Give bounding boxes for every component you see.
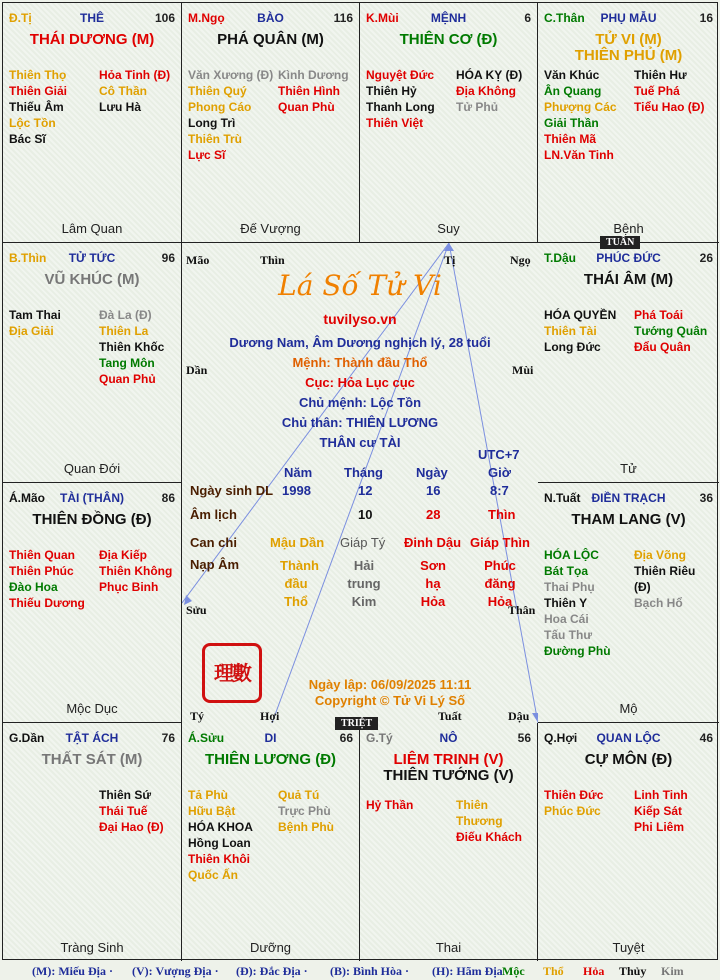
major-star-2: THIÊN PHỦ (M) bbox=[574, 47, 683, 64]
nap-am-hour bbox=[482, 557, 518, 611]
created-date: Ngày lập: 06/09/2025 11:11 bbox=[308, 677, 472, 692]
house-header bbox=[544, 11, 713, 27]
minor-star: Thiên Khôi bbox=[188, 852, 250, 866]
major-star: LIÊM TRINH (V) bbox=[393, 751, 504, 768]
minor-star: Thiên Phúc bbox=[9, 564, 74, 578]
legend-thuy: Thủy bbox=[619, 964, 647, 978]
minor-star: Kiếp Sát bbox=[634, 804, 683, 818]
chu-menh-text: Chủ mệnh: Lộc Tồn bbox=[298, 395, 422, 410]
house-than[interactable] bbox=[538, 3, 719, 243]
life-stage: Bệnh bbox=[613, 221, 644, 236]
corner-than: Thân bbox=[508, 603, 536, 617]
house-header bbox=[544, 731, 713, 747]
dl-hour: 8:7 bbox=[490, 483, 509, 498]
house-header bbox=[188, 731, 353, 747]
major-star: VŨ KHÚC (M) bbox=[44, 271, 140, 288]
dl-day: 16 bbox=[426, 483, 441, 498]
minor-star: HÓA KHOA bbox=[188, 820, 253, 834]
minor-star: Thiên La bbox=[99, 324, 149, 338]
house-header bbox=[544, 251, 713, 267]
minor-star: Phong Cáo bbox=[188, 100, 252, 114]
dl-month: 12 bbox=[358, 483, 373, 498]
minor-star: Giải Thần bbox=[544, 116, 599, 130]
minor-star: Hỷ Thần bbox=[366, 798, 414, 812]
life-stage: Đế Vượng bbox=[240, 221, 301, 236]
minor-star: Lưu Hà bbox=[99, 100, 142, 114]
cuc-text: Cục: Hỏa Lục cục bbox=[305, 375, 415, 390]
house-age: 36 bbox=[699, 491, 713, 505]
house-header bbox=[188, 11, 353, 27]
minor-star: Tấu Thư bbox=[544, 628, 593, 642]
house-ty[interactable] bbox=[3, 3, 182, 243]
minor-star: Đà La (Đ) bbox=[99, 308, 152, 322]
legend-v: (V): Vượng Địa · bbox=[132, 964, 219, 978]
minor-star: Tướng Quân bbox=[634, 324, 708, 338]
nap-am-month-3: Kim bbox=[351, 594, 377, 609]
minor-star: Địa Kiếp bbox=[99, 548, 148, 562]
minor-star: Lực Sĩ bbox=[188, 148, 226, 162]
house-palace: TỬ TỨC bbox=[68, 251, 116, 265]
corner-ti: Tị bbox=[444, 253, 456, 267]
house-tuat[interactable] bbox=[538, 483, 719, 723]
house-palace: TẬT ÁCH bbox=[65, 731, 119, 745]
major-star-2: THIÊN TƯỚNG (V) bbox=[383, 767, 514, 784]
minor-star: Bệnh Phù bbox=[278, 820, 334, 834]
minor-star: Điếu Khách bbox=[456, 830, 523, 844]
minor-star: HÓA KỴ (Đ) bbox=[456, 68, 523, 82]
legend-hoa: Hỏa bbox=[583, 964, 605, 978]
corner-dau: Dậu bbox=[508, 709, 530, 723]
minor-star: Thiên Không bbox=[99, 564, 173, 578]
minor-star: Long Trì bbox=[188, 116, 236, 130]
life-stage: Tuyệt bbox=[612, 940, 645, 955]
legend-d: (Đ): Đắc Địa · bbox=[236, 964, 308, 978]
summary-text: Dương Nam, Âm Dương nghịch lý, 28 tuổi bbox=[229, 335, 491, 350]
house-palace: PHÚC ĐỨC bbox=[596, 251, 661, 265]
minor-stars-left bbox=[9, 67, 67, 147]
life-stage: Thai bbox=[435, 940, 462, 955]
minor-stars-right bbox=[278, 787, 334, 835]
can-chi-label: Can chi bbox=[190, 535, 237, 550]
house-age: 16 bbox=[699, 11, 713, 25]
minor-star: Thiên Thọ bbox=[9, 68, 67, 82]
nap-am-month-2: trung bbox=[347, 576, 381, 591]
major-star: PHÁ QUÂN (M) bbox=[217, 31, 324, 48]
minor-star: Thiên Quý bbox=[188, 84, 247, 98]
minor-star: HÓA LỘC bbox=[544, 548, 599, 562]
legend-h: (H): Hãm Địa bbox=[432, 964, 503, 978]
major-star: TỬ VI (M) bbox=[595, 31, 662, 48]
al-month: 10 bbox=[358, 507, 373, 522]
minor-stars-right bbox=[99, 67, 170, 115]
house-header bbox=[366, 11, 531, 27]
corner-tuat: Tuất bbox=[438, 709, 462, 723]
minor-stars-left bbox=[188, 67, 273, 163]
header-year: Năm bbox=[284, 465, 313, 480]
legend-kim: Kim bbox=[661, 964, 684, 978]
life-stage: Mộ bbox=[619, 701, 638, 716]
minor-star: Đường Phù bbox=[544, 644, 611, 658]
nap-am-year-2: đầu bbox=[284, 576, 308, 591]
dl-year: 1998 bbox=[282, 483, 311, 498]
header-month: Tháng bbox=[344, 465, 383, 480]
legend-b: (B): Bình Hòa · bbox=[330, 964, 410, 978]
minor-star: Bát Tọa bbox=[544, 564, 589, 578]
house-palace: NÔ bbox=[439, 731, 458, 745]
menh-text: Mệnh: Thành đầu Thổ bbox=[292, 355, 428, 370]
house-palace: TÀI (THÂN) bbox=[60, 491, 124, 505]
house-suu[interactable] bbox=[182, 723, 360, 961]
minor-star: Cô Thần bbox=[99, 84, 147, 98]
corner-mui: Mùi bbox=[512, 363, 534, 377]
house-palace: PHỤ MẪU bbox=[600, 11, 657, 25]
house-mui[interactable] bbox=[360, 3, 538, 243]
minor-star: Hoa Cái bbox=[544, 612, 589, 626]
minor-star: Thiên Quan bbox=[9, 548, 75, 562]
can-chi-month: Giáp Tý bbox=[340, 535, 386, 550]
minor-stars-left bbox=[544, 547, 611, 659]
al-day: 28 bbox=[426, 507, 441, 522]
nap-am-year-1: Thành bbox=[280, 558, 319, 573]
dl-label: Ngày sinh DL bbox=[190, 483, 274, 498]
minor-stars-right bbox=[634, 67, 704, 115]
minor-star: Trực Phù bbox=[278, 804, 331, 818]
al-label: Âm lịch bbox=[190, 507, 237, 522]
corner-ty: Tý bbox=[190, 709, 205, 723]
nap-am-day-1: Sơn bbox=[420, 558, 446, 573]
legend-m: (M): Miếu Địa · bbox=[32, 964, 113, 978]
legend bbox=[0, 962, 720, 980]
chu-than-text: Chủ thân: THIÊN LƯƠNG bbox=[281, 415, 439, 430]
minor-star: Phượng Các bbox=[544, 100, 617, 114]
house-header bbox=[366, 731, 531, 747]
house-branch: Á.Sửu bbox=[188, 731, 225, 745]
minor-star: Thiên Sứ bbox=[99, 788, 152, 802]
minor-star: Văn Khúc bbox=[544, 68, 600, 82]
minor-star: Tuế Phá bbox=[634, 84, 680, 98]
house-palace: ĐIỀN TRẠCH bbox=[591, 491, 666, 505]
house-branch: C.Thân bbox=[544, 11, 585, 25]
minor-star: Thiếu Dương bbox=[9, 596, 85, 610]
minor-star: Thiên Tài bbox=[544, 324, 597, 338]
major-star: CỰ MÔN (Đ) bbox=[584, 751, 673, 768]
minor-star: Đào Hoa bbox=[9, 580, 58, 594]
copyright: Copyright © Tử Vi Lý Số bbox=[314, 693, 466, 708]
minor-star: Kình Dương bbox=[278, 68, 349, 82]
nap-am-hour-2: đăng bbox=[484, 576, 516, 591]
site-name[interactable]: tuvilyso.vn bbox=[323, 311, 397, 327]
nap-am-year bbox=[280, 557, 319, 611]
corner-dan: Dần bbox=[186, 363, 208, 377]
minor-stars-left bbox=[9, 547, 85, 611]
nap-am-hour-1: Phúc bbox=[484, 558, 516, 573]
legend-moc: Mộc bbox=[502, 964, 525, 978]
minor-star: Bác Sĩ bbox=[9, 132, 46, 146]
minor-star: Thiên Y bbox=[544, 596, 588, 610]
nap-am-label: Nạp Âm bbox=[190, 557, 240, 572]
minor-stars-right bbox=[456, 797, 533, 845]
minor-stars-left bbox=[544, 307, 616, 355]
minor-star: Thiên Riêu (Đ) bbox=[634, 564, 696, 594]
house-branch: K.Mùi bbox=[366, 11, 399, 25]
minor-star: Văn Xương (Đ) bbox=[188, 68, 274, 82]
utc-label: UTC+7 bbox=[478, 447, 520, 462]
can-chi-hour: Giáp Thìn bbox=[470, 535, 530, 550]
arrow-dau-icon bbox=[532, 713, 538, 721]
house-age: 26 bbox=[699, 251, 713, 265]
minor-stars-left bbox=[366, 67, 435, 131]
minor-stars-right bbox=[634, 787, 688, 835]
house-age: 106 bbox=[154, 11, 175, 25]
minor-star: Phục Binh bbox=[99, 580, 159, 594]
minor-star: Thái Tuế bbox=[99, 804, 148, 818]
house-palace: BÀO bbox=[257, 11, 284, 25]
house-branch: N.Tuất bbox=[544, 491, 581, 505]
nap-am-month-1: Hải bbox=[353, 558, 375, 573]
major-star: THIÊN CƠ (Đ) bbox=[399, 31, 498, 48]
minor-stars-right bbox=[634, 307, 707, 355]
life-stage: Suy bbox=[437, 221, 460, 236]
minor-star: Thiên Hình bbox=[278, 84, 340, 98]
corner-thin: Thìn bbox=[260, 253, 285, 267]
house-branch: Á.Mão bbox=[9, 491, 45, 505]
legend-tho: Thổ bbox=[543, 964, 564, 978]
minor-star: Phúc Đức bbox=[544, 804, 601, 818]
life-stage: Tràng Sinh bbox=[60, 940, 124, 955]
can-chi-year: Mậu Dần bbox=[270, 535, 325, 550]
house-header bbox=[9, 731, 175, 747]
corner-suu: Sửu bbox=[186, 603, 207, 617]
minor-star: Quốc Ấn bbox=[188, 868, 238, 882]
house-age: 46 bbox=[699, 731, 713, 745]
minor-star: LN.Văn Tinh bbox=[544, 148, 614, 162]
minor-star: Quan Phù bbox=[278, 100, 335, 114]
house-palace: THÊ bbox=[80, 11, 104, 25]
minor-star: Hồng Loan bbox=[188, 836, 251, 850]
life-stage: Tử bbox=[620, 461, 637, 476]
nap-am-hour-3: Hỏa bbox=[487, 594, 513, 609]
minor-star: Đại Hao (Đ) bbox=[99, 820, 164, 834]
life-stage: Lâm Quan bbox=[61, 221, 123, 236]
house-age: 6 bbox=[524, 11, 531, 25]
house-hoi[interactable] bbox=[538, 723, 719, 961]
minor-star: Lộc Tồn bbox=[9, 116, 56, 130]
minor-star: Tang Môn bbox=[99, 356, 155, 370]
house-dau[interactable] bbox=[538, 243, 719, 483]
house-branch: B.Thìn bbox=[9, 251, 47, 265]
minor-stars-right bbox=[99, 787, 164, 835]
major-star: THÁI ÂM (M) bbox=[583, 271, 674, 288]
house-age: 66 bbox=[339, 731, 353, 745]
minor-stars-left bbox=[188, 787, 253, 883]
house-header bbox=[9, 11, 175, 27]
minor-star: Thiên Trù bbox=[188, 132, 242, 146]
nap-am-day bbox=[418, 557, 448, 611]
minor-star: Bạch Hổ bbox=[634, 596, 683, 610]
minor-star: Thiên Khốc bbox=[99, 340, 165, 354]
minor-star: Đẩu Quân bbox=[634, 340, 691, 354]
minor-stars-left bbox=[366, 797, 413, 813]
minor-star: Địa Không bbox=[456, 84, 516, 98]
minor-star: Thiên Việt bbox=[366, 116, 424, 130]
minor-star: Ân Quang bbox=[544, 84, 602, 98]
seal-stamp-icon: 理數 bbox=[202, 643, 262, 703]
house-thin[interactable] bbox=[3, 243, 182, 483]
house-branch: Q.Hợi bbox=[544, 731, 578, 745]
minor-stars-left bbox=[544, 67, 617, 163]
minor-star: Thiên Giải bbox=[9, 84, 68, 98]
nap-am-day-3: Hỏa bbox=[420, 594, 446, 609]
minor-star: Nguyệt Đức bbox=[366, 68, 435, 82]
house-branch: M.Ngọ bbox=[188, 11, 225, 25]
life-stage: Quan Đới bbox=[63, 461, 121, 476]
house-header bbox=[544, 491, 713, 507]
minor-stars-right bbox=[278, 67, 349, 115]
minor-stars-right bbox=[456, 67, 522, 115]
corner-hoi: Hợi bbox=[260, 709, 280, 723]
can-chi-day: Đinh Dậu bbox=[404, 535, 462, 550]
house-palace: DI bbox=[264, 731, 277, 745]
minor-star: Địa Võng bbox=[634, 548, 687, 562]
house-mao[interactable] bbox=[3, 483, 182, 723]
header-hour: Giờ bbox=[488, 465, 511, 480]
minor-star: Thiên Mã bbox=[544, 132, 597, 146]
house-branch: G.Dần bbox=[9, 731, 45, 745]
than-cu-text: THÂN cư TÀI bbox=[319, 435, 401, 450]
major-star: THAM LANG (V) bbox=[571, 511, 686, 528]
nap-am-day-2: hạ bbox=[425, 576, 441, 591]
al-hour: Thìn bbox=[488, 507, 516, 522]
minor-star: Phi Liêm bbox=[634, 820, 685, 834]
minor-star: Tiểu Hao (Đ) bbox=[634, 100, 705, 114]
chart-board bbox=[2, 2, 718, 960]
house-age: 116 bbox=[333, 11, 353, 25]
house-age: 96 bbox=[161, 251, 175, 265]
house-palace: QUAN LỘC bbox=[596, 731, 661, 745]
minor-star: Quan Phủ bbox=[99, 372, 156, 386]
minor-star: Hỏa Tinh (Đ) bbox=[99, 68, 171, 82]
house-age: 56 bbox=[517, 731, 531, 745]
house-branch: Đ.Tị bbox=[9, 11, 32, 25]
minor-star: Thai Phụ bbox=[544, 580, 595, 594]
minor-stars-right bbox=[99, 547, 172, 595]
minor-star: Địa Giải bbox=[9, 324, 54, 338]
house-ti[interactable] bbox=[360, 723, 538, 961]
house-age: 86 bbox=[161, 491, 175, 505]
house-dan[interactable] bbox=[3, 723, 182, 961]
major-star: THẤT SÁT (M) bbox=[41, 751, 143, 768]
major-star: THIÊN ĐỒNG (Đ) bbox=[32, 511, 152, 528]
minor-star: Tả Phù bbox=[188, 788, 229, 802]
chart-title: Lá Số Tử Vi bbox=[278, 269, 442, 302]
major-star: THÁI DƯƠNG (M) bbox=[29, 31, 155, 48]
minor-star: Quả Tú bbox=[278, 788, 320, 802]
house-palace: MỆNH bbox=[430, 11, 467, 25]
house-branch: T.Dậu bbox=[544, 251, 577, 265]
minor-star: Thiên Đức bbox=[544, 788, 604, 802]
minor-star: Thiên Hỷ bbox=[366, 84, 417, 98]
minor-star: Tử Phủ bbox=[456, 100, 499, 114]
minor-star: Thiên Hư bbox=[634, 68, 687, 82]
corner-ngo: Ngọ bbox=[510, 253, 531, 267]
minor-star: Thiên Thương bbox=[456, 798, 503, 828]
tuan-badge: TUẦN bbox=[600, 236, 640, 249]
corner-mao: Mão bbox=[186, 253, 210, 267]
minor-star: Linh Tinh bbox=[634, 788, 688, 802]
nap-am-month bbox=[346, 557, 382, 611]
minor-star: Phá Toái bbox=[634, 308, 684, 322]
minor-star: Thanh Long bbox=[366, 100, 435, 114]
life-stage: Dưỡng bbox=[249, 940, 292, 955]
minor-star: HÓA QUYỀN bbox=[544, 308, 617, 322]
nap-am-year-3: Thổ bbox=[284, 594, 308, 609]
triet-badge: TRIỆT bbox=[335, 717, 378, 730]
major-star: THIÊN LƯƠNG (Đ) bbox=[204, 751, 337, 768]
house-ngo[interactable] bbox=[182, 3, 360, 243]
center-panel bbox=[182, 243, 538, 723]
life-stage: Mộc Dục bbox=[66, 701, 118, 716]
minor-star: Thiếu Âm bbox=[9, 100, 64, 114]
minor-stars-right bbox=[634, 547, 715, 611]
minor-star: Hữu Bật bbox=[188, 804, 236, 818]
house-age: 76 bbox=[161, 731, 175, 745]
house-header bbox=[9, 251, 175, 267]
house-header bbox=[9, 491, 175, 507]
minor-stars-left bbox=[544, 787, 603, 819]
minor-star: Tam Thai bbox=[9, 308, 61, 322]
house-branch: G.Tý bbox=[366, 731, 393, 745]
header-day: Ngày bbox=[416, 465, 448, 480]
minor-star: Long Đức bbox=[544, 340, 601, 354]
minor-stars-left bbox=[9, 307, 61, 339]
minor-stars-right bbox=[99, 307, 164, 387]
